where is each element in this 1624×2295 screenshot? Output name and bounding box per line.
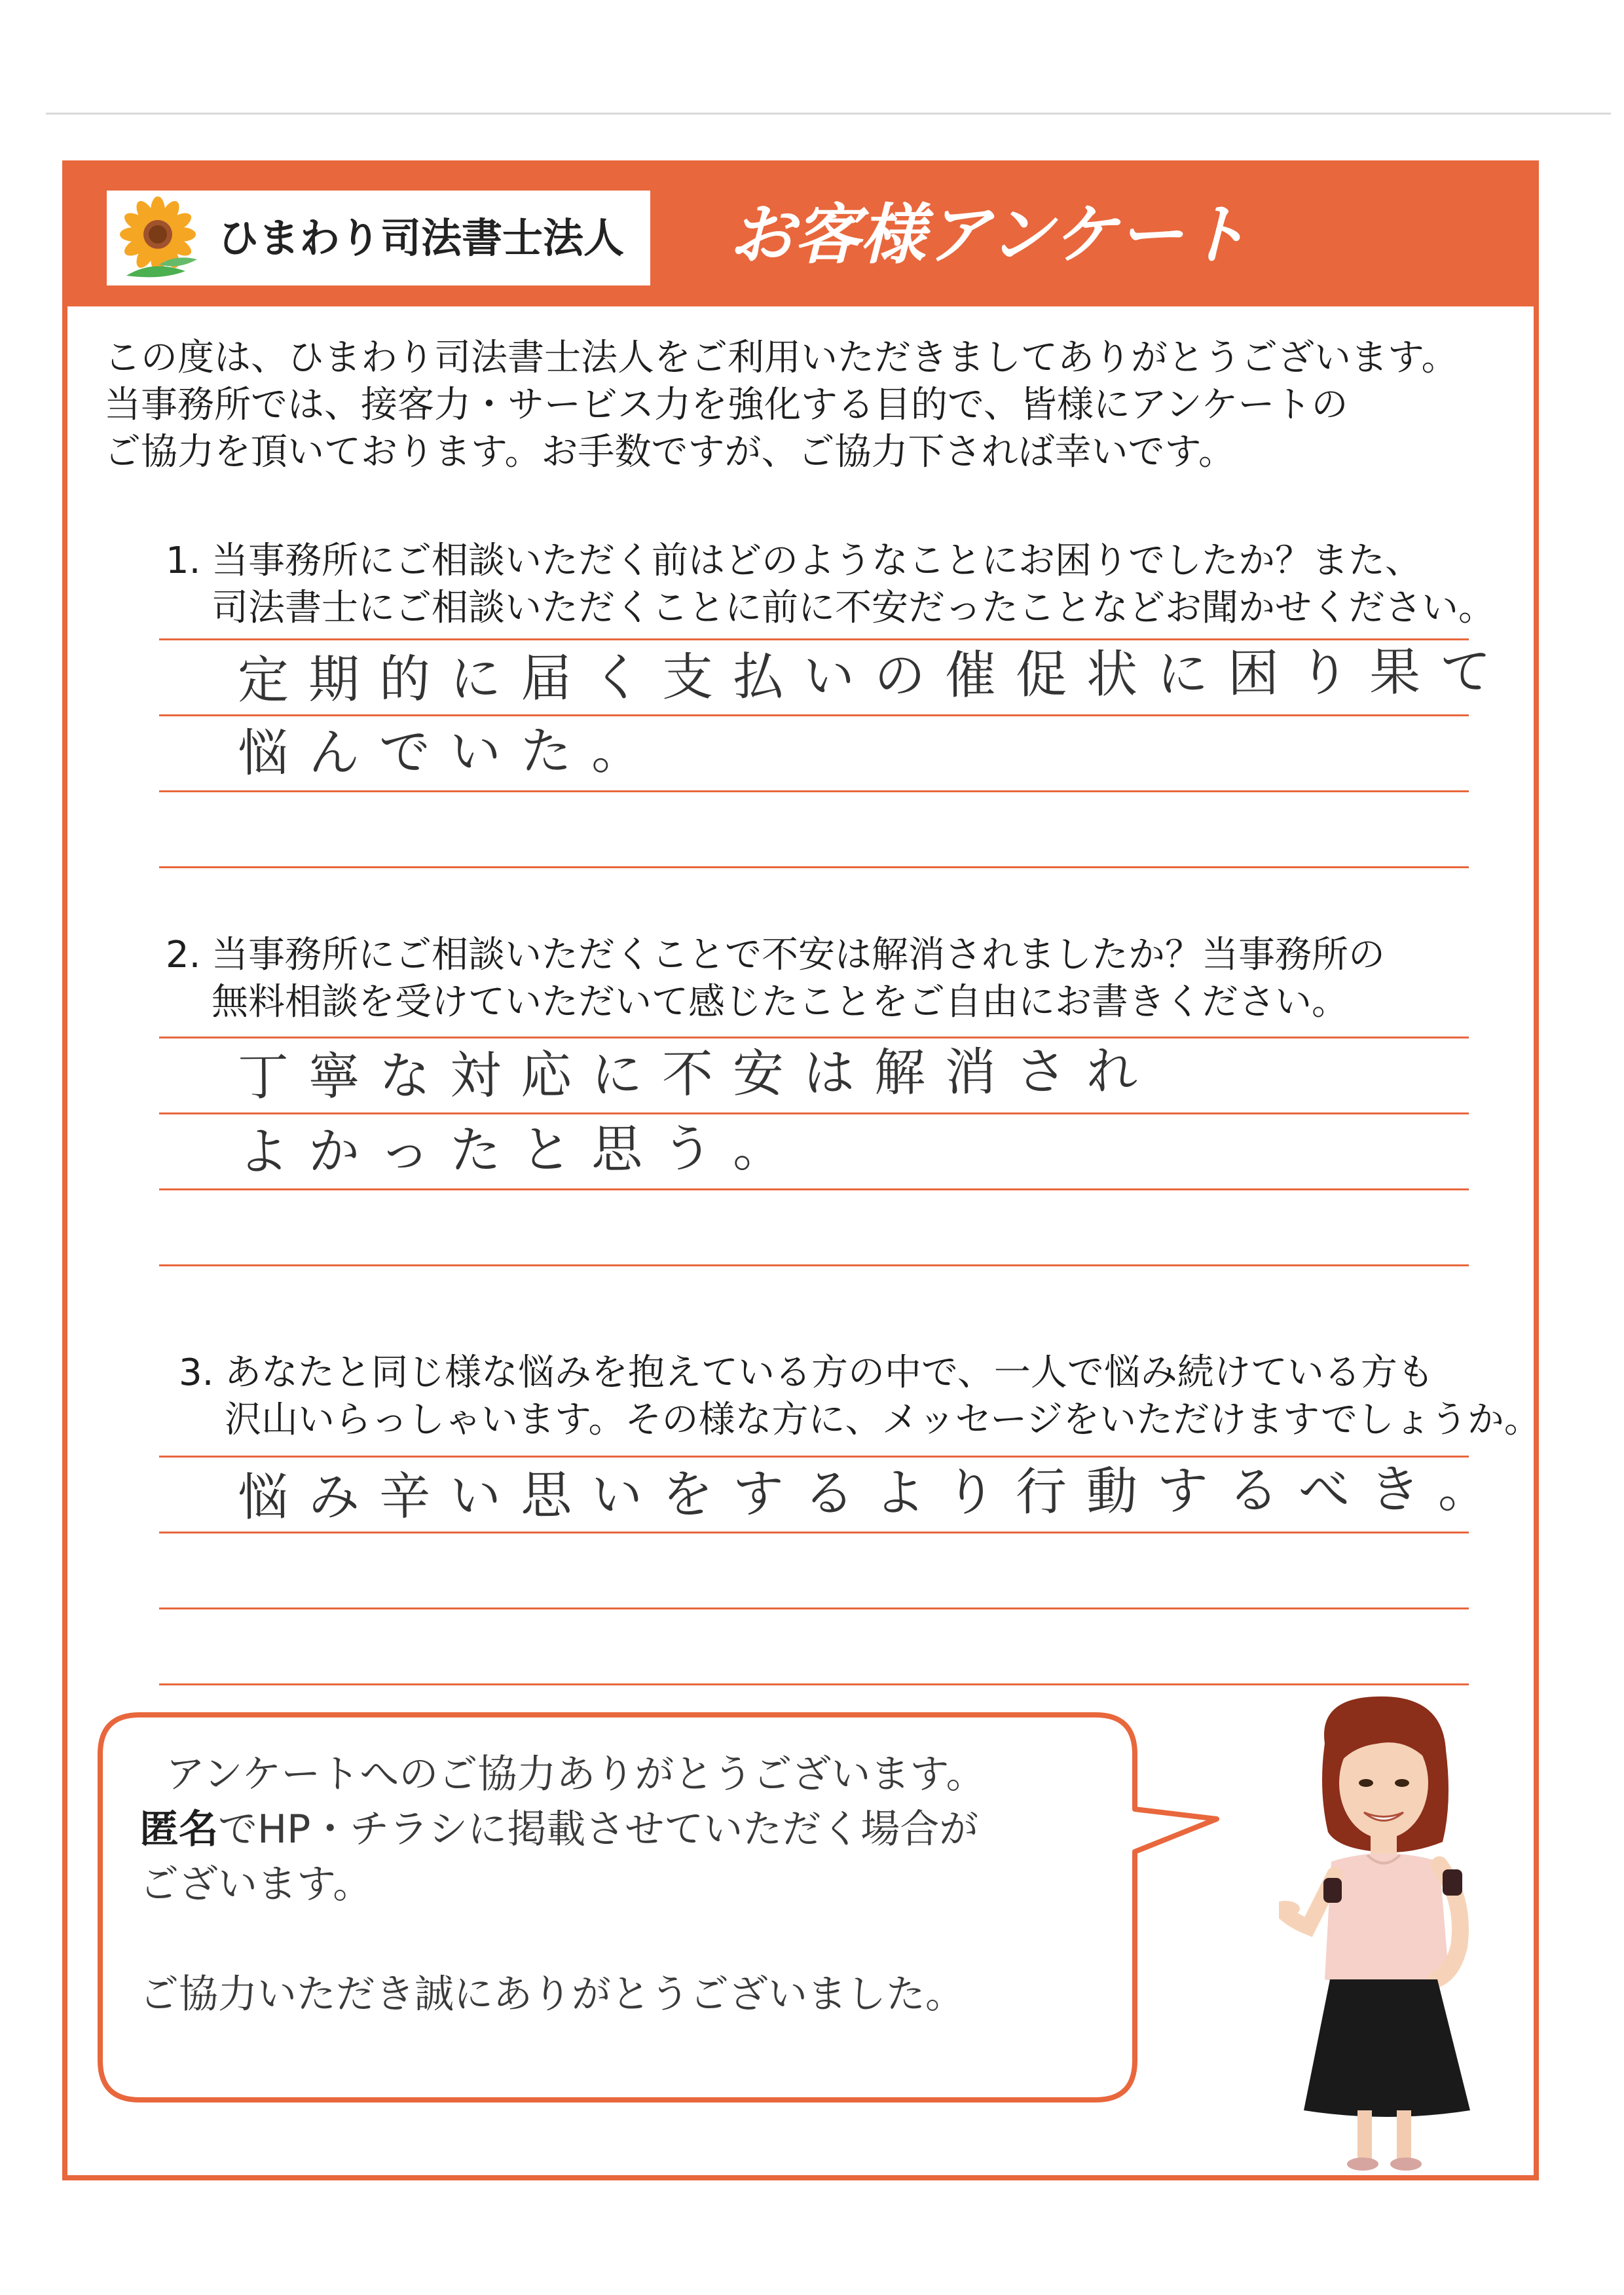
closing-speech-bubble: [94, 1711, 1135, 2104]
question-text: 当事務所にご相談いただくことで不安は解消されましたか？当事務所の: [212, 934, 1385, 976]
answer-rule: [159, 1188, 1469, 1190]
survey-form: [62, 160, 1539, 2180]
closing-line: ございます。: [139, 1862, 373, 1907]
intro-line: 当事務所では、接客力・サービス力を強化する目的で、皆様にアンケートの: [104, 384, 1348, 426]
answer-rule: [159, 714, 1469, 716]
answer-rule: [159, 1683, 1469, 1685]
question-text: あなたと同じ様な悩みを抱えている方の中で、一人で悩み続けている方も: [225, 1351, 1434, 1394]
answer-rule: [159, 1607, 1469, 1609]
closing-line: でHP・チラシに掲載させていただく場合が: [218, 1807, 979, 1852]
logo: [107, 191, 650, 285]
answer-area-2[interactable]: [159, 1037, 1469, 1272]
answer-rule: [159, 1456, 1469, 1458]
page-top-rule: [46, 113, 1611, 115]
question-text: 無料相談を受けていただいて感じたことをご自由にお書きください。: [212, 981, 1348, 1023]
question-number: 3.: [179, 1351, 214, 1394]
handwritten-answer: 悩んでいた。: [237, 721, 663, 784]
closing-line: ご協力いただき誠にありがとうございました。: [139, 1972, 965, 2017]
answer-rule: [159, 1264, 1469, 1266]
question-3: [179, 1349, 1541, 1444]
answer-rule: [159, 866, 1469, 868]
answer-rule: [159, 1532, 1469, 1533]
question-2: [166, 932, 1385, 1026]
intro-text: [104, 335, 1505, 476]
answer-rule: [159, 1037, 1469, 1038]
survey-title: お客様アンケート: [729, 196, 1249, 273]
intro-line: この度は、ひまわり司法書士法人をご利用いただきましてありがとうございます。: [104, 337, 1458, 379]
anonymous-emphasis: 匿名: [139, 1807, 218, 1852]
question-text: 沢山いらっしゃいます。その様な方に、メッセージをいただけますでしょうか。: [225, 1399, 1541, 1441]
header-band: [67, 166, 1534, 306]
closing-message: [139, 1747, 986, 2022]
handwritten-answer: 定期的に届く支払いの催促状に困り果て: [237, 642, 1511, 710]
closing-line: アンケートへのご協力ありがとうございます。: [166, 1752, 986, 1797]
staff-woman-illustration: [1279, 1691, 1502, 2176]
answer-rule: [159, 1112, 1469, 1114]
answer-area-3[interactable]: [159, 1456, 1509, 1691]
handwritten-answer: よかったと思う。: [237, 1118, 804, 1183]
question-text: 司法書士にご相談いただくことに前に不安だったことなどお聞かせください。: [212, 587, 1495, 629]
handwritten-answer: 丁寧な対応に不安は解消され: [237, 1042, 1158, 1107]
answer-area-1[interactable]: [159, 638, 1511, 874]
question-number: 1.: [166, 540, 201, 582]
handwritten-answer: 悩み辛い思いをするより行動するべき。: [237, 1460, 1509, 1528]
intro-line: ご協力を頂いております。お手数ですが、ご協力下されば幸いです。: [104, 431, 1236, 473]
answer-rule: [159, 790, 1469, 792]
question-number: 2.: [166, 934, 201, 976]
question-1: [166, 538, 1495, 632]
answer-rule: [159, 638, 1469, 640]
sunflower-icon: [113, 194, 205, 282]
logo-text: ひまわり司法書士法人: [218, 214, 625, 262]
question-text: 当事務所にご相談いただく前はどのようなことにお困りでしたか？また、: [212, 540, 1422, 582]
